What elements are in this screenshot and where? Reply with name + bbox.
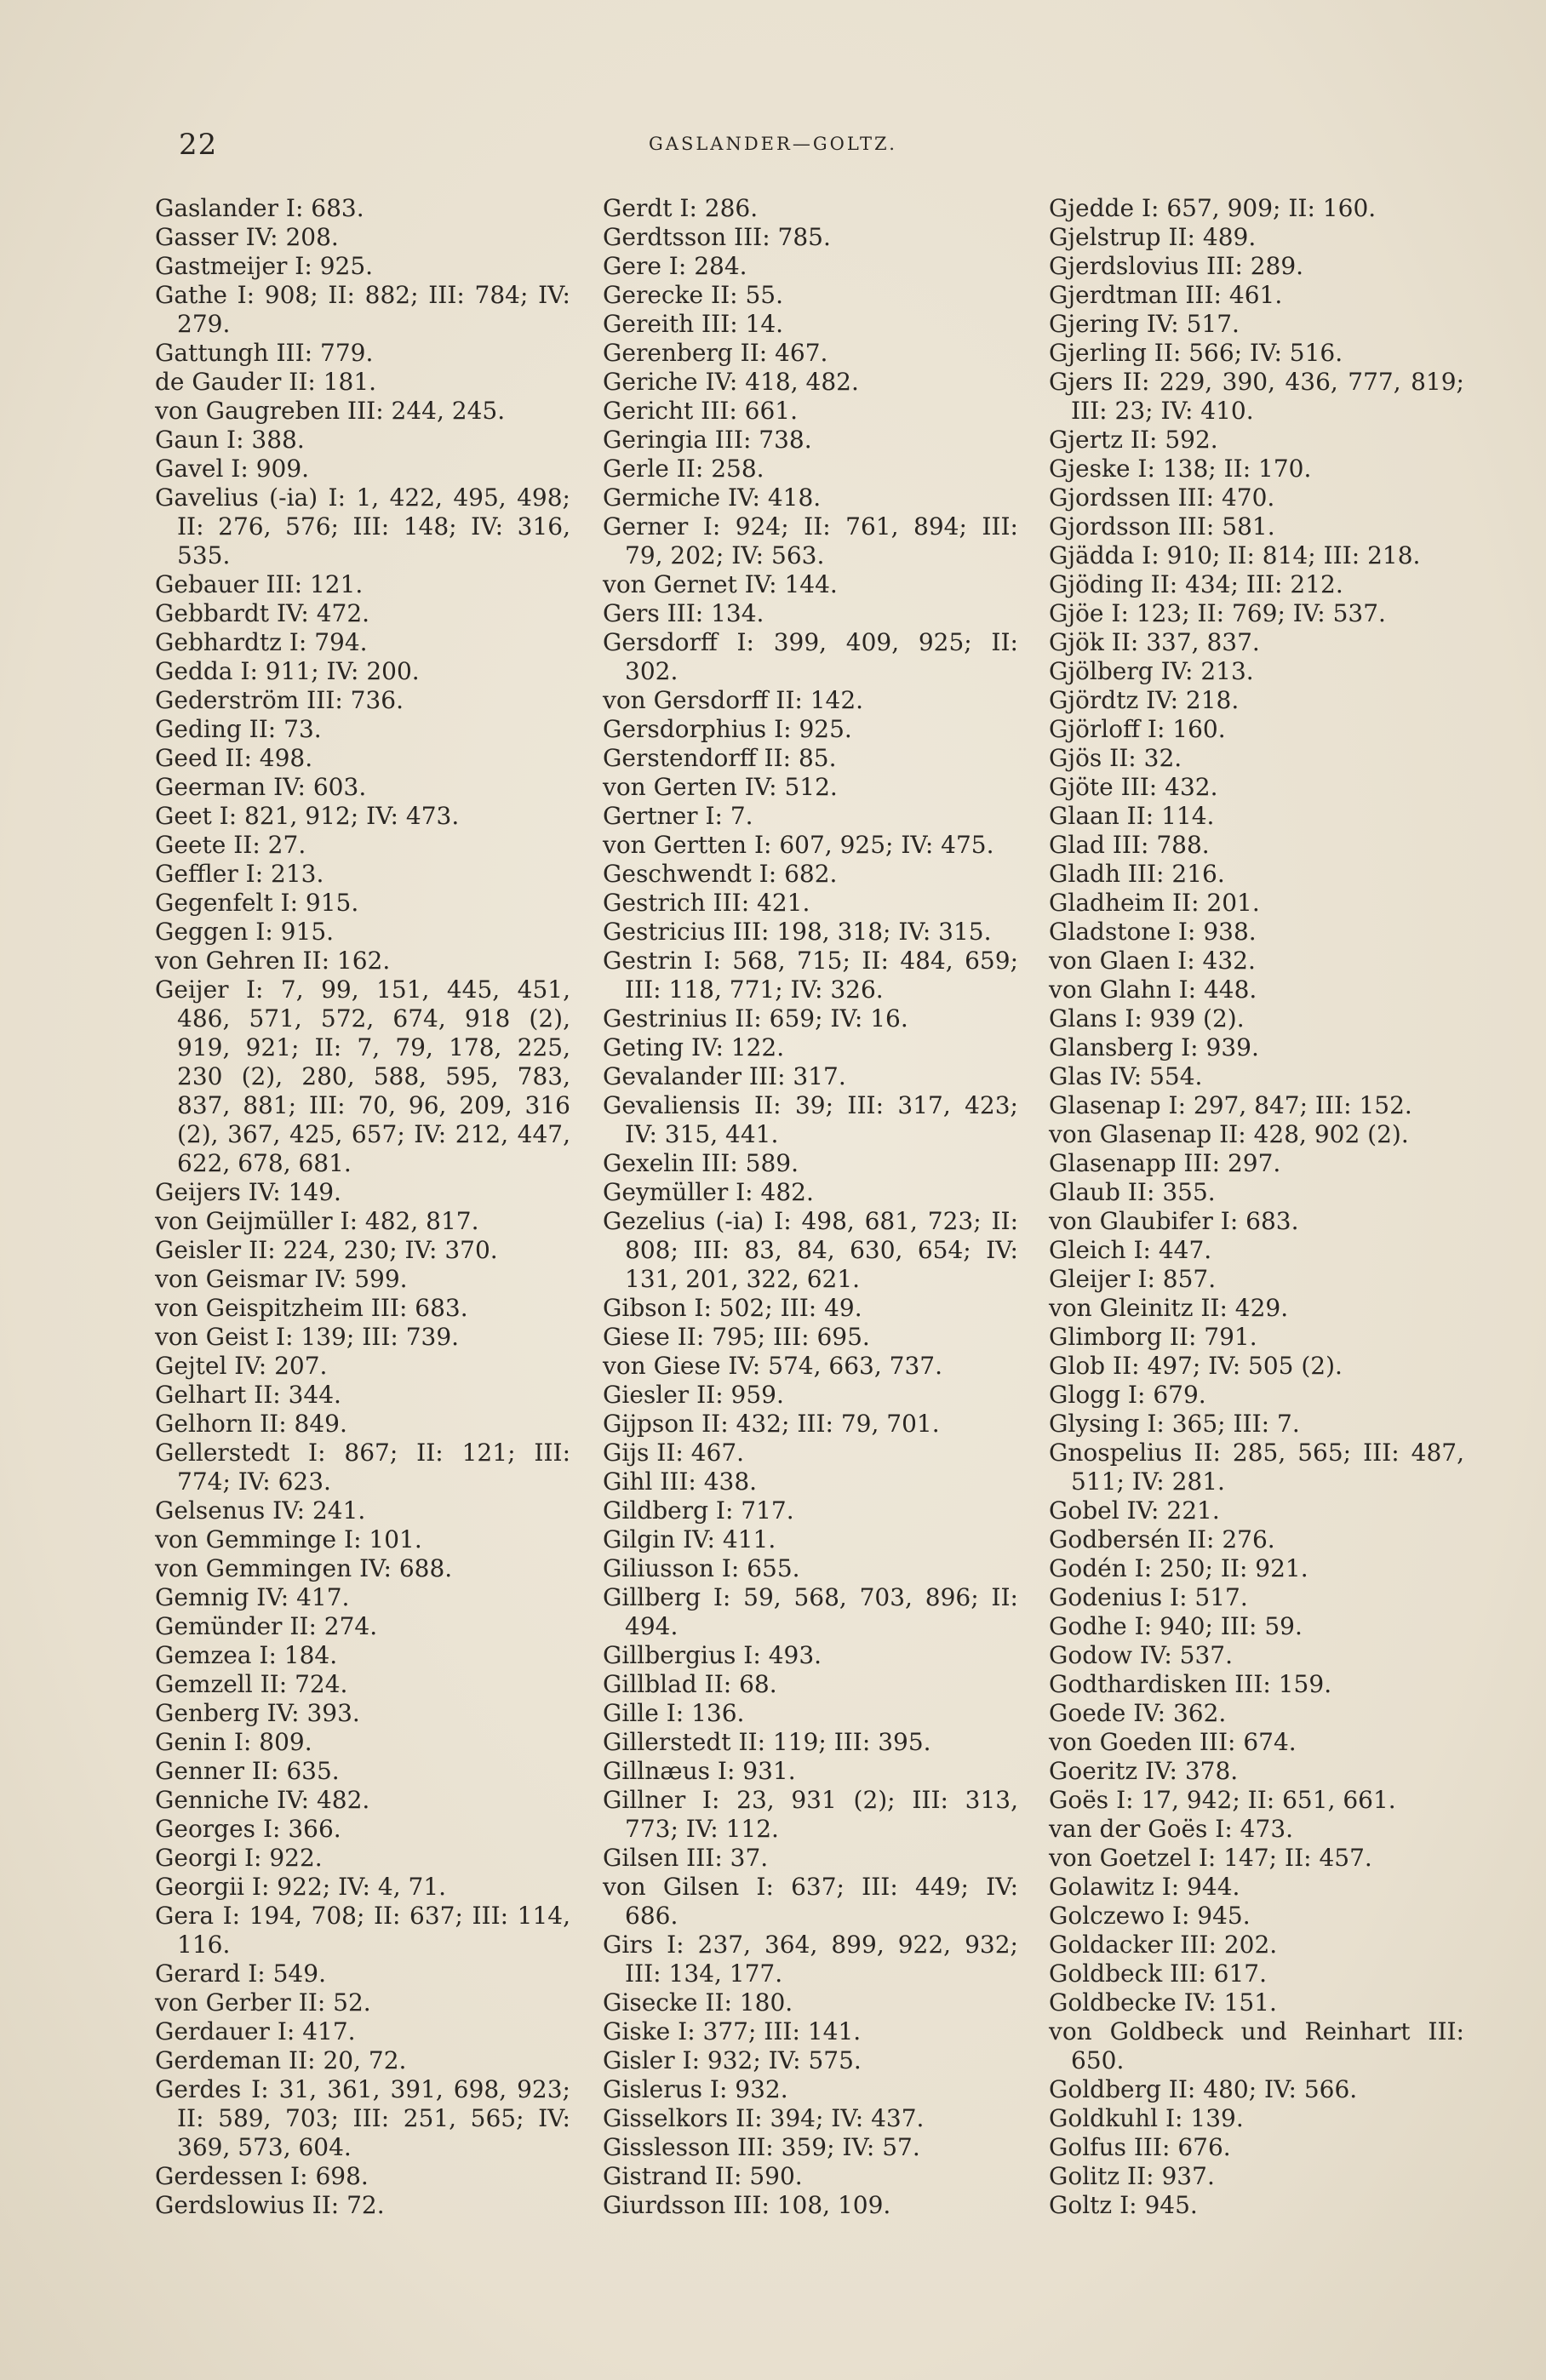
index-entry: von Gernet IV: 144. (603, 570, 838, 598)
index-entry: Gerdeman II: 20, 72. (155, 2046, 407, 2074)
index-entry: Gerenberg II: 467. (603, 339, 828, 367)
index-entry: Gevaliensis II: 39; III: 317, 423; IV: 315, 441. (603, 1091, 1018, 1148)
index-entry: Gelsenus IV: 241. (155, 1496, 366, 1525)
index-entry: Gillbergius I: 493. (603, 1641, 822, 1669)
index-entry: Genin I: 809. (155, 1728, 312, 1756)
index-entry: Goltz I: 945. (1049, 2191, 1198, 2219)
index-entry: Gerstendorff II: 85. (603, 744, 837, 772)
index-entry: Glaan II: 114. (1049, 802, 1215, 830)
index-entry: Gnospelius II: 285, 565; III: 487, 511; IV: 281. (1049, 1439, 1464, 1496)
index-entry: Gebauer III: 121. (155, 570, 364, 598)
index-entry: Gjädda I: 910; II: 814; III: 218. (1049, 541, 1421, 569)
index-entry: Gjöding II: 434; III: 212. (1049, 570, 1343, 598)
index-entry: Glaub II: 355. (1049, 1178, 1216, 1206)
index-entry: Gisecke II: 180. (603, 1988, 793, 2017)
index-entry: Gerdtsson III: 785. (603, 223, 831, 251)
index-entry: von Gersdorff II: 142. (603, 686, 864, 714)
index-entry: Geed II: 498. (155, 744, 313, 772)
index-entry: Gillberg I: 59, 568, 703, 896; II: 494. (603, 1583, 1018, 1640)
index-entry: Gersdorphius I: 925. (603, 715, 852, 743)
index-entry: Glas IV: 554. (1049, 1062, 1203, 1090)
index-entry: Gastmeijer I: 925. (155, 252, 374, 280)
index-entry: von Gerber II: 52. (155, 1988, 371, 2017)
index-entry: Geringia III: 738. (603, 426, 812, 454)
index-entry: Gijpson II: 432; III: 79, 701. (603, 1410, 940, 1438)
index-entry: von Glasenap II: 428, 902 (2). (1049, 1120, 1409, 1148)
index-entry: Gisselkors II: 394; IV: 437. (603, 2104, 925, 2132)
index-entry: Gertner I: 7. (603, 802, 753, 830)
index-entry: Godenius I: 517. (1049, 1583, 1248, 1611)
index-entry: Gasser IV: 208. (155, 223, 339, 251)
index-entry: von Gleinitz II: 429. (1049, 1294, 1289, 1322)
index-entry: Gladheim II: 201. (1049, 889, 1260, 917)
index-entry: Gjörloff I: 160. (1049, 715, 1226, 743)
index-entry: Geriche IV: 418, 482. (603, 368, 859, 396)
index-entry: Gjertz II: 592. (1049, 426, 1218, 454)
index-entry: Gerecke II: 55. (603, 281, 783, 309)
index-entry: Gjeske I: 138; II: 170. (1049, 455, 1312, 483)
index-entry: Goldbecke IV: 151. (1049, 1988, 1277, 2017)
index-entry: van der Goës I: 473. (1049, 1815, 1294, 1843)
index-entry: von Gemmingen IV: 688. (155, 1554, 453, 1582)
index-entry: Genberg IV: 393. (155, 1699, 360, 1727)
index-entry: Gibson I: 502; III: 49. (603, 1294, 862, 1322)
index-entry: Gestrinius II: 659; IV: 16. (603, 1004, 908, 1033)
index-entry: von Goeden III: 674. (1049, 1728, 1297, 1756)
index-entry: von Geist I: 139; III: 739. (155, 1323, 460, 1351)
index-entry: Gattungh III: 779. (155, 339, 374, 367)
index-entry: Gera I: 194, 708; II: 637; III: 114, 116. (155, 1902, 570, 1959)
index-entry: Goldbeck III: 617. (1049, 1959, 1268, 1988)
index-entry: Gebbardt IV: 472. (155, 599, 370, 627)
index-entry: Gemzell II: 724. (155, 1670, 348, 1698)
index-entry: Godthardisken III: 159. (1049, 1670, 1332, 1698)
index-entry: von Geismar IV: 599. (155, 1265, 408, 1293)
index-entry: Georgi I: 922. (155, 1844, 323, 1872)
index-entry: Gaslander I: 683. (155, 194, 364, 222)
index-entry: Gjordssen III: 470. (1049, 483, 1275, 512)
index-entry: Gers III: 134. (603, 599, 764, 627)
index-entry: Geffler I: 213. (155, 860, 324, 888)
index-entry: Gjering IV: 517. (1049, 310, 1240, 338)
index-entry: Gladstone I: 938. (1049, 918, 1257, 946)
index-entry: Gestricius III: 198, 318; IV: 315. (603, 918, 992, 946)
index-entry: Gerner I: 924; II: 761, 894; III: 79, 202; IV: 563. (603, 512, 1018, 569)
index-entry: Gobel IV: 221. (1049, 1496, 1220, 1525)
index-entry: Gereith III: 14. (603, 310, 784, 338)
index-entry: Gezelius (-ia) I: 498, 681, 723; II: 808; III: 83, 84, 630, 654; IV: 131, 201, 322, 621. (603, 1207, 1018, 1293)
index-entry: Gegenfelt I: 915. (155, 889, 359, 917)
index-entry: Gleich I: 447. (1049, 1236, 1212, 1264)
index-entry: Glasenapp III: 297. (1049, 1149, 1281, 1177)
index-entry: Gevalander III: 317. (603, 1062, 846, 1090)
index-entry: Glasenap I: 297, 847; III: 152. (1049, 1091, 1412, 1119)
index-entry: Gilgin IV: 411. (603, 1525, 776, 1553)
index-entry: Gebhardtz I: 794. (155, 628, 368, 656)
index-entry: Gavelius (-ia) I: 1, 422, 495, 498; II: 276, 576; III: 148; IV: 316, 535. (155, 483, 570, 569)
index-entry: Gjerdtman III: 461. (1049, 281, 1283, 309)
index-entry: Golfus III: 676. (1049, 2133, 1231, 2161)
index-entry: Golawitz I: 944. (1049, 1873, 1240, 1901)
index-entry: von Geispitzheim III: 683. (155, 1294, 468, 1322)
index-entry: von Glaen I: 432. (1049, 947, 1256, 975)
index-entry: Gjelstrup II: 489. (1049, 223, 1257, 251)
index-entry: Gemünder II: 274. (155, 1612, 378, 1640)
index-entry: von Gilsen I: 637; III: 449; IV: 686. (603, 1873, 1018, 1930)
index-entry: Gerdessen I: 698. (155, 2162, 369, 2190)
index-entry: Geymüller I: 482. (603, 1178, 814, 1206)
index-entry: Gedda I: 911; IV: 200. (155, 657, 420, 685)
index-entry: von Glaubifer I: 683. (1049, 1207, 1299, 1235)
index-column-2 (603, 194, 1018, 2220)
index-entry: Gelhorn II: 849. (155, 1410, 347, 1438)
index-entry: Geerman IV: 603. (155, 773, 367, 801)
index-entry: Gellerstedt I: 867; II: 121; III: 774; IV: 623. (155, 1439, 570, 1496)
index-entry: Gejtel IV: 207. (155, 1352, 328, 1380)
index-entry: Gerle II: 258. (603, 455, 764, 483)
index-entry: Geding II: 73. (155, 715, 322, 743)
index-entry: Glimborg II: 791. (1049, 1323, 1257, 1351)
index-entry: von Gerten IV: 512. (603, 773, 838, 801)
index-entry: Goldkuhl I: 139. (1049, 2104, 1244, 2132)
index-entry: Girs I: 237, 364, 899, 922, 932; III: 134, 177. (603, 1931, 1018, 1988)
index-entry: Godbersén II: 276. (1049, 1525, 1275, 1553)
index-entry: Gederström III: 736. (155, 686, 404, 714)
index-entry: Gerdslowius II: 72. (155, 2191, 385, 2219)
index-entry: Goës I: 17, 942; II: 651, 661. (1049, 1786, 1396, 1814)
index-entry: Golczewo I: 945. (1049, 1902, 1251, 1930)
index-entry: Gisler I: 932; IV: 575. (603, 2046, 862, 2074)
index-entry: Giliusson I: 655. (603, 1554, 800, 1582)
index-entry: Glysing I: 365; III: 7. (1049, 1410, 1300, 1438)
index-entry: Gestrin I: 568, 715; II: 484, 659; III: 118, 771; IV: 326. (603, 947, 1018, 1004)
index-entry: Gathe I: 908; II: 882; III: 784; IV: 279. (155, 281, 570, 338)
index-entry: Gladh III: 216. (1049, 860, 1225, 888)
index-entry: Gille I: 136. (603, 1699, 745, 1727)
index-entry: Geet I: 821, 912; IV: 473. (155, 802, 460, 830)
index-entry: von Goldbeck und Reinhart III: 650. (1049, 2017, 1464, 2074)
index-entry: Glad III: 788. (1049, 831, 1210, 859)
index-entry: Gericht III: 661. (603, 397, 799, 425)
index-entry: Geschwendt I: 682. (603, 860, 838, 888)
index-entry: Gelhart II: 344. (155, 1381, 341, 1409)
index-entry: Gersdorff I: 399, 409, 925; II: 302. (603, 628, 1018, 685)
page-number: 22 (179, 128, 218, 162)
index-entry: Gjölberg IV: 213. (1049, 657, 1254, 685)
index-entry: Gillerstedt II: 119; III: 395. (603, 1728, 931, 1756)
index-entry: Georges I: 366. (155, 1815, 341, 1843)
index-entry: von Gehren II: 162. (155, 947, 391, 975)
index-entry: Gjerling II: 566; IV: 516. (1049, 339, 1343, 367)
index-entry: Gemnig IV: 417. (155, 1583, 350, 1611)
index-entry: Germiche IV: 418. (603, 483, 822, 512)
index-entry: Gjers II: 229, 390, 436, 777, 819; III: 23; IV: 410. (1049, 368, 1464, 425)
index-entry: Godén I: 250; II: 921. (1049, 1554, 1308, 1582)
index-entry: Gerard I: 549. (155, 1959, 326, 1988)
index-entry: Gjordsson III: 581. (1049, 512, 1275, 541)
index-entry: Gildberg I: 717. (603, 1496, 794, 1525)
index-entry: Godhe I: 940; III: 59. (1049, 1612, 1303, 1640)
index-entry: Gemzea I: 184. (155, 1641, 338, 1669)
index-entry: Gillnæus I: 931. (603, 1757, 796, 1785)
index-entry: Gillblad II: 68. (603, 1670, 777, 1698)
index-entry: von Giese IV: 574, 663, 737. (603, 1352, 942, 1380)
index-column-3 (1049, 194, 1464, 2220)
index-entry: von Glahn I: 448. (1049, 975, 1257, 1004)
index-entry: Geijer I: 7, 99, 151, 445, 451, 486, 571, 572, 674, 918 (2), 919, 921; II: 7, 79, 178, 225, 230 (2), 280, 588, 595, 783, 837, 881; III: 70, 96, 209, 316 (2), 367, 425, 657; IV: 212, 447, 622, 678, 681. (155, 975, 570, 1177)
index-entry: Goeritz IV: 378. (1049, 1757, 1239, 1785)
index-entry: Gleijer I: 857. (1049, 1265, 1217, 1293)
index-entry: Georgii I: 922; IV: 4, 71. (155, 1873, 447, 1901)
index-entry: Glansberg I: 939. (1049, 1033, 1259, 1061)
running-head: GASLANDER—GOLTZ. (649, 134, 897, 154)
index-entry: Glob II: 497; IV: 505 (2). (1049, 1352, 1343, 1380)
index-entry: Genner II: 635. (155, 1757, 340, 1785)
index-entry: Goldacker III: 202. (1049, 1931, 1278, 1959)
index-entry: Giske I: 377; III: 141. (603, 2017, 862, 2045)
index-entry: von Gaugreben III: 244, 245. (155, 397, 506, 425)
index-entry: Gijs II: 467. (603, 1439, 745, 1467)
index-entry: Gislerus I: 932. (603, 2075, 788, 2103)
index-entry: Geisler II: 224, 230; IV: 370. (155, 1236, 498, 1264)
index-entry: Gerdauer I: 417. (155, 2017, 356, 2045)
index-entry: Geijers IV: 149. (155, 1178, 341, 1206)
index-entry: de Gauder II: 181. (155, 368, 377, 396)
index-entry: Gavel I: 909. (155, 455, 310, 483)
index-entry: Gjös II: 32. (1049, 744, 1182, 772)
index-entry: Glans I: 939 (2). (1049, 1004, 1245, 1033)
index-entry: Giesler II: 959. (603, 1381, 784, 1409)
index-entry: Gerdes I: 31, 361, 391, 698, 923; II: 589, 703; III: 251, 565; IV: 369, 573, 604. (155, 2075, 570, 2161)
index-entry: Gillner I: 23, 931 (2); III: 313, 773; IV: 112. (603, 1786, 1018, 1843)
index-entry: von Geijmüller I: 482, 817. (155, 1207, 479, 1235)
index-entry: Genniche IV: 482. (155, 1786, 370, 1814)
index-column-1 (155, 194, 570, 2220)
index-entry: Gjök II: 337, 837. (1049, 628, 1260, 656)
index-entry: Gilsen III: 37. (603, 1844, 769, 1872)
index-entry: Glogg I: 679. (1049, 1381, 1206, 1409)
index-entry: Geete II: 27. (155, 831, 306, 859)
index-entry: Gihl III: 438. (603, 1467, 758, 1496)
index-entry: Gistrand II: 590. (603, 2162, 803, 2190)
index-entry: Gaun I: 388. (155, 426, 305, 454)
index-entry: Golitz II: 937. (1049, 2162, 1215, 2190)
index-entry: Geggen I: 915. (155, 918, 335, 946)
index-entry: von Gemminge I: 101. (155, 1525, 422, 1553)
index-entry: von Goetzel I: 147; II: 457. (1049, 1844, 1372, 1872)
index-entry: Gjedde I: 657, 909; II: 160. (1049, 194, 1377, 222)
index-entry: Gestrich III: 421. (603, 889, 810, 917)
index-entry: Geting IV: 122. (603, 1033, 785, 1061)
index-entry: Goede IV: 362. (1049, 1699, 1227, 1727)
index-entry: Giurdsson III: 108, 109. (603, 2191, 891, 2219)
index-entry: Gerdt I: 286. (603, 194, 759, 222)
index-entry: Godow IV: 537. (1049, 1641, 1234, 1669)
index-entry: Goldberg II: 480; IV: 566. (1049, 2075, 1358, 2103)
index-entry: Gisslesson III: 359; IV: 57. (603, 2133, 920, 2161)
index-entry: Gjöe I: 123; II: 769; IV: 537. (1049, 599, 1386, 627)
index-entry: von Gertten I: 607, 925; IV: 475. (603, 831, 994, 859)
index-entry: Gjördtz IV: 218. (1049, 686, 1240, 714)
index-entry: Gexelin III: 589. (603, 1149, 799, 1177)
index-entry: Giese II: 795; III: 695. (603, 1323, 870, 1351)
index-entry: Gere I: 284. (603, 252, 747, 280)
index-entry: Gjöte III: 432. (1049, 773, 1218, 801)
index-entry: Gjerdslovius III: 289. (1049, 252, 1304, 280)
